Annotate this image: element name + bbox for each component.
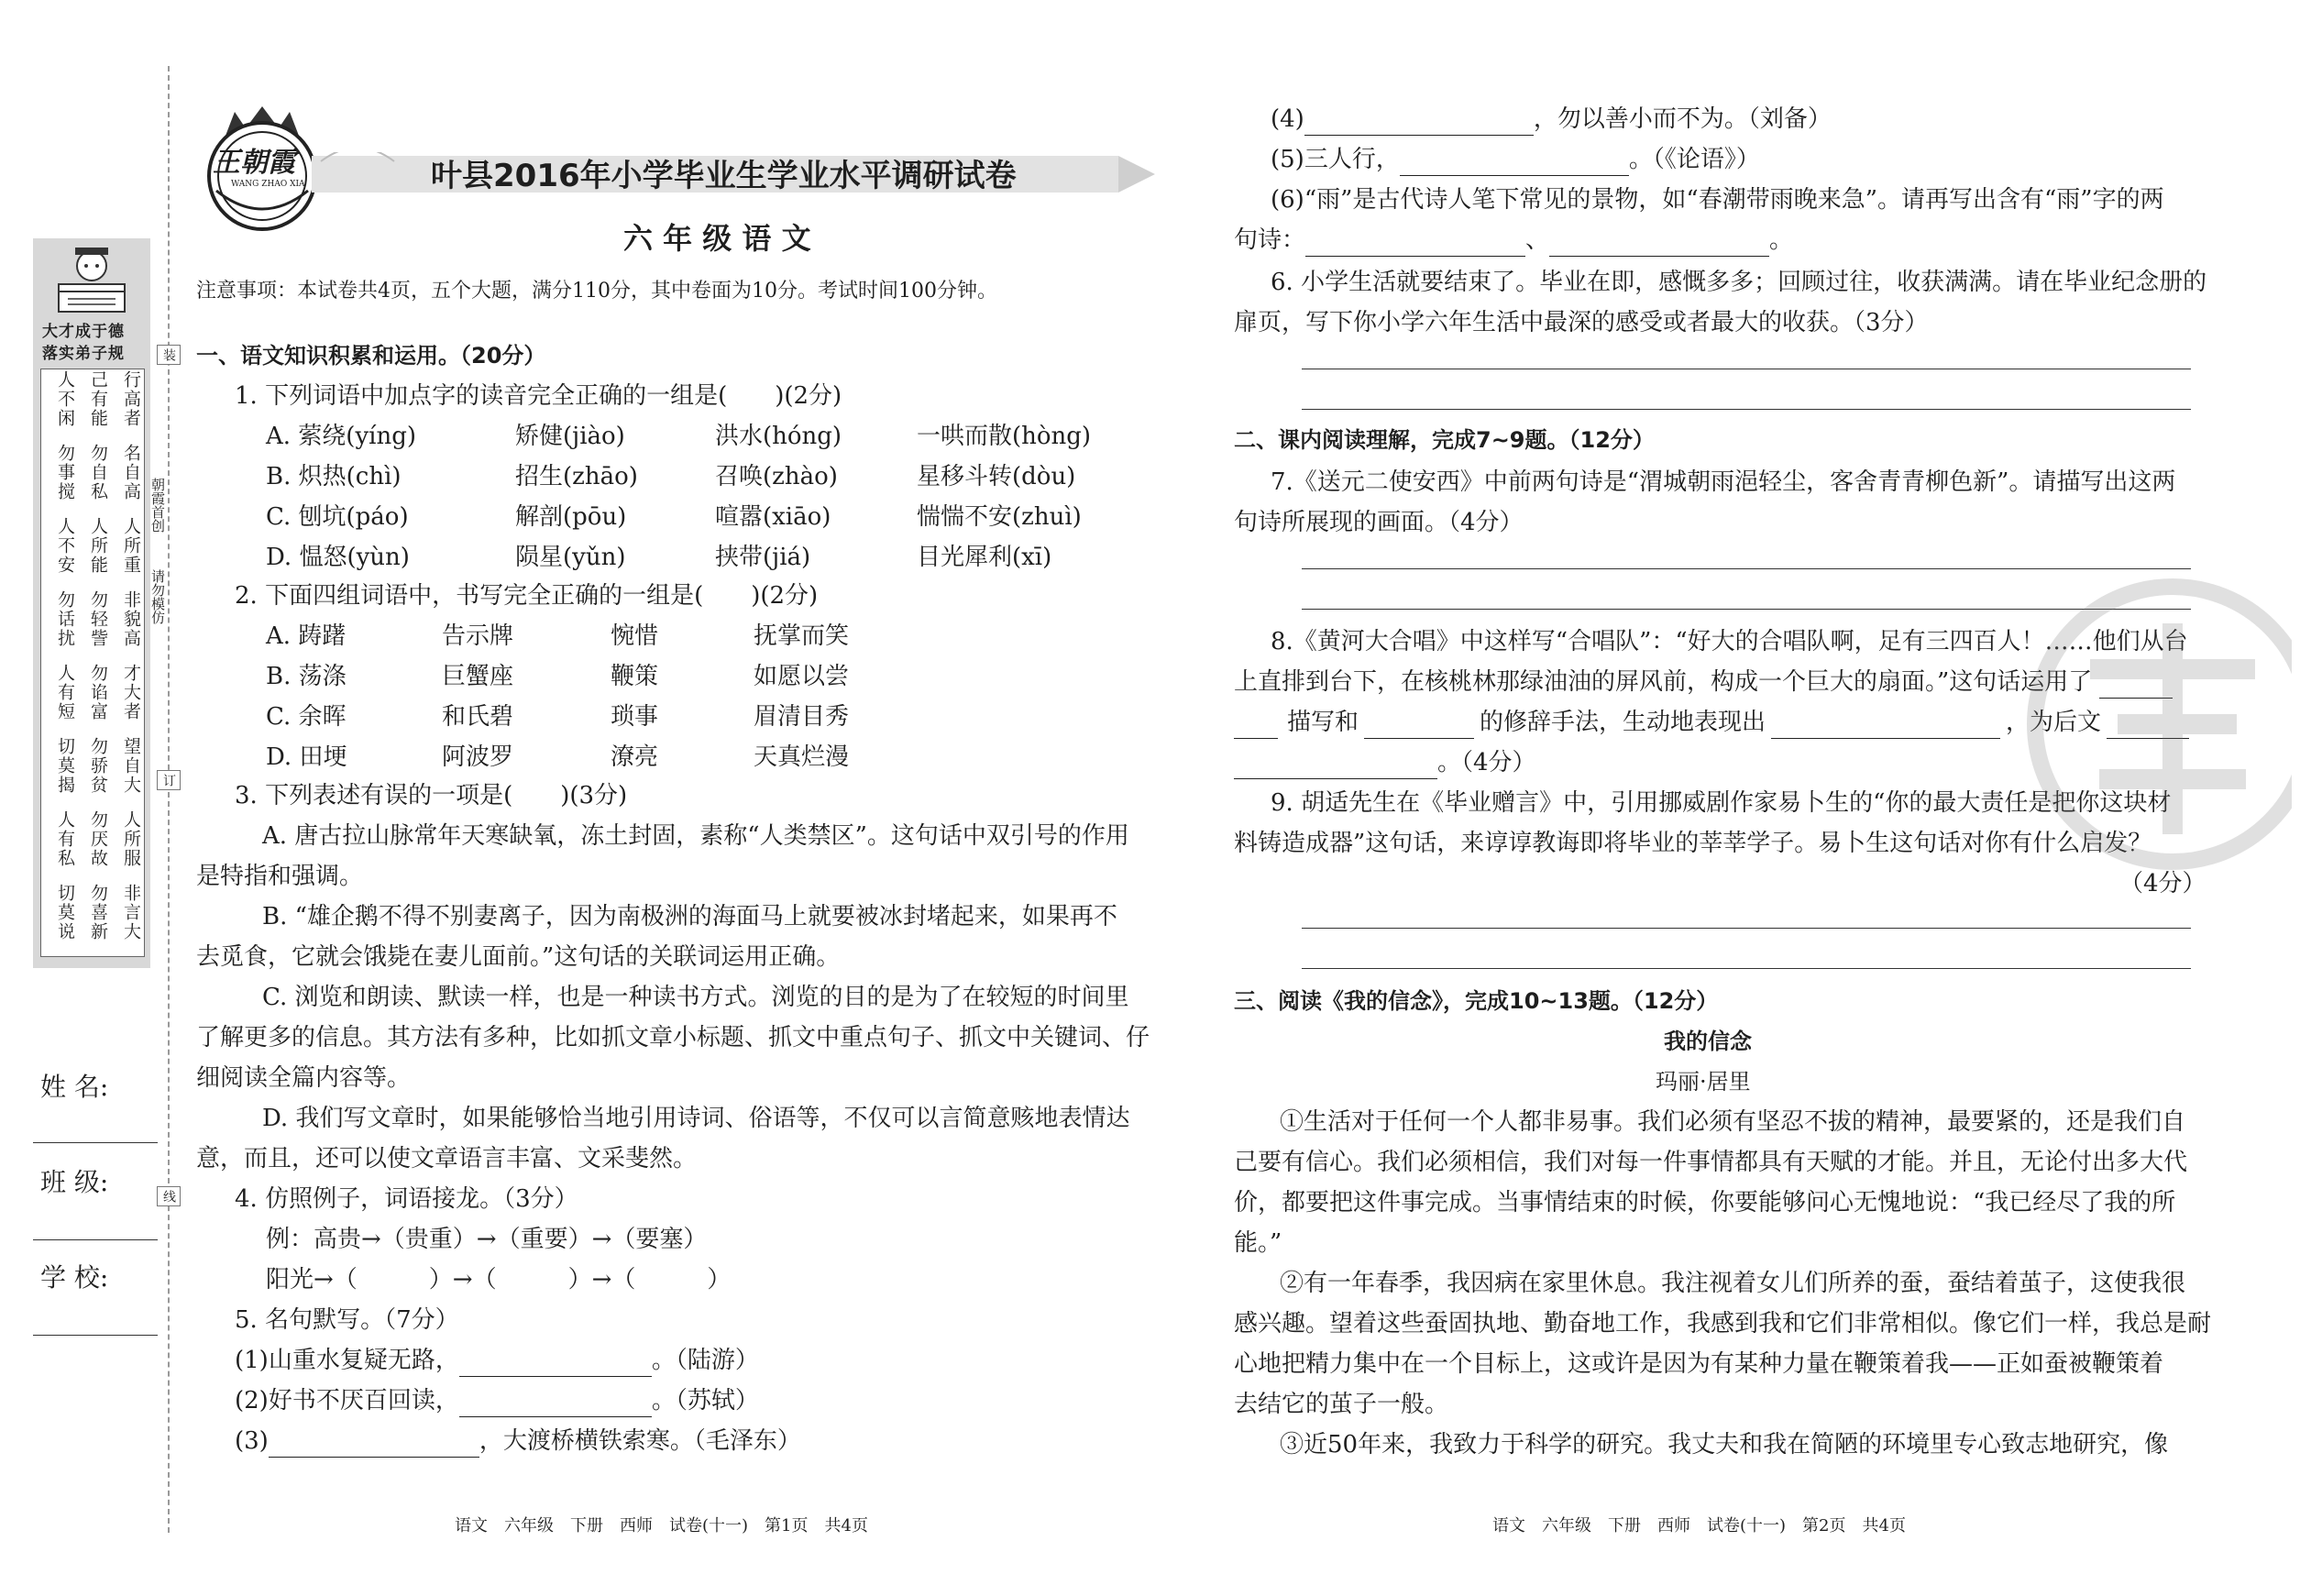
article-line-8: 去结它的茧子一般。 <box>1234 1391 1449 1418</box>
slogan-column: 勿骄贫 <box>88 737 108 795</box>
q2-option: 巨蟹座 <box>442 663 514 690</box>
question-5: 5. 名句默写。（7分） <box>235 1306 459 1334</box>
name-field[interactable] <box>33 1142 158 1143</box>
q3-line-9: 意，而且，还可以使文章语言丰富、文采斐然。 <box>196 1145 698 1172</box>
q5-4-prompt: (4) <box>1271 105 1304 133</box>
q8-line-2-text: 上直排到台下，在核桃林那绿油油的屏风前，构成一个巨大的扇面。”这句话运用了 <box>1234 668 2093 696</box>
slogan-column: 才大者 <box>121 664 141 721</box>
q3-line-7: 细阅读全篇内容等。 <box>196 1064 412 1092</box>
article-line-5: ②有一年春季，我因病在家里休息。我注视着女儿们所养的蚕，蚕结着茧子，这使我很 <box>1280 1270 2186 1297</box>
subject-title: 六 年 级 语 文 <box>623 221 811 256</box>
q1-option: 洪水(hóng) <box>715 423 842 450</box>
article-line-2: 己要有信心。我们必须相信，我们对每一件事情都具有天赋的才能。并且，无论付出多大代 <box>1234 1149 2188 1176</box>
q8-text-a: 描写和 <box>1287 709 1359 736</box>
q5-1-source: 。（陆游） <box>651 1347 759 1374</box>
slogan-column: 人所服 <box>121 810 141 868</box>
question-3: 3. 下列表述有误的一项是( )(3分) <box>235 782 628 809</box>
footer-page-1: 语文 六年级 下册 西师 试卷(十一) 第1页 共4页 <box>455 1516 868 1535</box>
binding-line <box>168 66 170 1533</box>
footer-page-2: 语文 六年级 下册 西师 试卷(十一) 第2页 共4页 <box>1492 1516 1906 1535</box>
q5-5-prompt: (5)三人行， <box>1271 146 1400 173</box>
q2-option: 告示牌 <box>442 622 514 650</box>
q5-4-source: ，勿以善小而不为。（刘备） <box>1533 105 1832 133</box>
q5-item-4 <box>1271 103 1832 136</box>
q2-option: 潦亮 <box>611 743 659 771</box>
slogan-column: 勿轻訾 <box>88 590 108 648</box>
q9-answer-line-1[interactable] <box>1302 928 2191 929</box>
q8-end: 。（4分） <box>1437 749 1536 776</box>
student-figure-icon <box>40 240 143 323</box>
q9-line-1: 9. 胡适先生在《毕业赠言》中，引用挪威剧作家易卜生的“你的最大责任是把你这块材 <box>1271 789 2172 817</box>
margin-mark-1: 装 <box>157 345 181 365</box>
q1-option: 解剖(pōu) <box>515 503 627 531</box>
slogan-column: 人有短 <box>55 664 75 721</box>
slogan-column: 望自大 <box>121 737 141 795</box>
q5-5-blank[interactable] <box>1400 153 1629 176</box>
q8-blank-3[interactable] <box>1771 716 2000 739</box>
q5-2-source: 。（苏轼） <box>651 1387 759 1414</box>
slogan-column: 勿谄富 <box>88 664 108 721</box>
q5-item-3 <box>235 1425 801 1458</box>
q6-line-2: 扉页，写下你小学六年生活中最深的感受或者最大的收获。（3分） <box>1234 309 1929 336</box>
slogan-column: 名自高 <box>121 444 141 501</box>
slogan-column: 人所能 <box>88 517 108 575</box>
q3-line-4: 去觅食，它就会饿毙在妻儿面前。”这句话的关联词运用正确。 <box>196 943 841 971</box>
section-1-heading: 一、语文知识积累和运用。（20分） <box>196 343 546 369</box>
q1-option: 招生(zhāo) <box>515 463 638 490</box>
slogan-column: 人有私 <box>55 810 75 868</box>
q1-option: 目光犀利(xī) <box>917 544 1052 571</box>
q5-6-end: 。 <box>1769 226 1794 254</box>
q9-line-2: 料铸造成器”这句话，来谆谆教诲即将毕业的莘莘学子。易卜生这句话对你有什么启发？ <box>1234 830 2152 857</box>
q6-answer-line-2[interactable] <box>1302 409 2191 410</box>
q5-item-2 <box>235 1384 759 1417</box>
q8-text-c: ，为后文 <box>2006 709 2102 736</box>
slogan-line-1: 大才成于德 <box>42 323 125 341</box>
article-line-7: 心地把精力集中在一个目标上，这或许是因为有某种力量在鞭策着我——正如蚕被鞭策着 <box>1234 1350 2164 1378</box>
q1-option: B. 炽热(chì) <box>266 463 402 490</box>
article-line-3: 价，都要把这件事完成。当事情结束的时候，你要能够问心无愧地说：“我已经尽了我的所 <box>1234 1189 2176 1216</box>
question-2: 2. 下面四组词语中，书写完全正确的一组是( )(2分) <box>235 582 819 610</box>
q2-option: 阿波罗 <box>442 743 514 771</box>
article-title: 我的信念 <box>1664 1029 1752 1054</box>
q7-line-2: 句诗所展现的画面。（4分） <box>1234 509 1524 536</box>
q2-option: C. 余晖 <box>266 703 347 731</box>
q2-option: A. 踌躇 <box>266 622 347 650</box>
q8-blank-1b[interactable] <box>1234 716 1278 739</box>
q5-item-5 <box>1271 143 1760 176</box>
q5-6-prompt: 句诗： <box>1234 226 1306 254</box>
q2-option: 鞭策 <box>611 663 659 690</box>
q1-option: 惴惴不安(zhuì) <box>917 503 1082 531</box>
q1-option: 召唤(zhào) <box>715 463 838 490</box>
q2-option: 惋惜 <box>611 622 659 650</box>
q8-line-1: 8.《黄河大合唱》中这样写“合唱队”：“好大的合唱队啊，足有三四百人！……他们从台 <box>1271 628 2188 655</box>
margin-mark-2: 订 <box>157 770 181 790</box>
q5-item-1 <box>235 1344 759 1377</box>
q2-option: B. 荡涤 <box>266 663 347 690</box>
slogan-column: 勿话扰 <box>55 590 75 648</box>
q1-option: 星移斗转(dòu) <box>917 463 1076 490</box>
q8-blank-2[interactable] <box>1364 716 1474 739</box>
q1-option: 矫健(jiào) <box>515 423 625 450</box>
slogan-column: 切莫说 <box>55 884 75 941</box>
q2-option: 眉清目秀 <box>754 703 850 731</box>
slogan-column: 非貌高 <box>121 590 141 648</box>
q2-option: D. 田埂 <box>266 743 347 771</box>
q2-option: 和氏碧 <box>442 703 514 731</box>
q3-line-5: C. 浏览和朗读、默读一样，也是一种读书方式。浏览的目的是为了在较短的时间里 <box>262 984 1129 1011</box>
article-line-4: 能。” <box>1234 1229 1282 1257</box>
q1-option: 挟带(jiá) <box>715 544 811 571</box>
slogan-column: 勿厌故 <box>88 810 108 868</box>
class-field[interactable] <box>33 1239 158 1240</box>
q3-line-2: 是特指和强调。 <box>196 863 364 890</box>
section-3-heading: 三、阅读《我的信念》，完成10~13题。（12分） <box>1234 988 1719 1014</box>
q5-4-blank[interactable] <box>1304 113 1534 136</box>
school-field[interactable] <box>33 1335 158 1336</box>
q6-line-1: 6. 小学生活就要结束了。毕业在即，感慨多多；回顾过往，收获满满。请在毕业纪念册的 <box>1271 269 2207 296</box>
q1-option: 一哄而散(hòng) <box>917 423 1092 450</box>
logo-text: 王朝霞 <box>213 147 295 179</box>
exam-title: 叶县2016年小学毕业生学业水平调研试卷 <box>431 158 1017 194</box>
slogan-column: 勿事搅 <box>55 444 75 501</box>
q2-option: 天真烂漫 <box>754 743 850 771</box>
slogan-column: 勿喜新 <box>88 884 108 941</box>
class-label: 班 级: <box>40 1167 109 1197</box>
q4-example: 例：高贵→（贵重）→（重要）→（要塞） <box>266 1226 708 1253</box>
question-1: 1. 下列词语中加点字的读音完全正确的一组是( )(2分) <box>235 382 842 410</box>
slogan-column: 行高者 <box>121 370 141 428</box>
q1-option: 陨星(yǔn) <box>515 544 626 571</box>
q3-line-8: D. 我们写文章时，如果能够恰当地引用诗词、俗语等，不仅可以言简意赅地表情达 <box>262 1105 1130 1132</box>
q5-6-sep: 、 <box>1525 226 1550 254</box>
q4-task[interactable]: 阳光→（ ）→（ ）→（ ） <box>266 1266 732 1293</box>
q5-2-blank[interactable] <box>459 1394 652 1417</box>
q5-6-line-2 <box>1234 224 1793 257</box>
slogan-column: 切莫揭 <box>55 737 75 795</box>
q1-option: D. 愠怒(yùn) <box>266 544 410 571</box>
q2-option: 琐事 <box>611 703 659 731</box>
question-4: 4. 仿照例子，词语接龙。（3分） <box>235 1185 578 1213</box>
vertical-tag-1: 朝霞首创 <box>149 478 166 533</box>
q5-5-source: 。（《论语》） <box>1628 146 1760 173</box>
q5-3-blank[interactable] <box>269 1435 479 1458</box>
q2-option: 抚掌而笑 <box>754 622 850 650</box>
slogan-line-2: 落实弟子规 <box>42 345 125 363</box>
section-2-heading: 二、课内阅读理解，完成7~9题。（12分） <box>1234 427 1655 453</box>
slogan-column: 己有能 <box>88 370 108 428</box>
slogan-column: 人不安 <box>55 517 75 575</box>
article-line-1: ①生活对于任何一个人都非易事。我们必须有坚忍不拔的精神，最要紧的，还是我们自 <box>1280 1108 2186 1136</box>
vertical-tag-2: 请勿模仿 <box>149 569 166 624</box>
exam-notice: 注意事项：本试卷共4页，五个大题，满分110分，其中卷面为10分。考试时间100分钟。 <box>196 280 997 303</box>
slogan-column: 人所重 <box>121 517 141 575</box>
watermark-seal-icon <box>2017 568 2292 880</box>
q1-option: 喧嚣(xiāo) <box>715 503 831 531</box>
q5-1-prompt: (1)山重水复疑无路， <box>235 1347 459 1374</box>
slogan-column: 非言大 <box>121 884 141 941</box>
q8-text-b: 的修辞手法，生动地表现出 <box>1480 709 1766 736</box>
name-label: 姓 名: <box>40 1072 109 1102</box>
q5-2-prompt: (2)好书不厌百回读， <box>235 1387 459 1414</box>
slogan-column: 人不闲 <box>55 370 75 428</box>
q9-score: （4分） <box>2119 870 2206 897</box>
article-line-9: ③近50年来，我致力于科学的研究。我丈夫和我在简陋的环境里专心致志地研究，像 <box>1280 1431 2169 1458</box>
q2-option: 如愿以尝 <box>754 663 850 690</box>
q8-line-4 <box>1234 746 1536 779</box>
q7-line-1: 7.《送元二使安西》中前两句诗是“渭城朝雨浥轻尘，客舍青青柳色新”。请描写出这两 <box>1271 468 2176 496</box>
article-author: 玛丽·居里 <box>1656 1069 1751 1095</box>
logo-subtext: WANG ZHAO XIA <box>231 180 305 189</box>
q8-blank-4b[interactable] <box>1234 756 1437 779</box>
q1-option: A. 萦绕(yíng) <box>266 423 416 450</box>
q5-6-line-1: (6)“雨”是古代诗人笔下常见的景物，如“春潮带雨晚来急”。请再写出含有“雨”字的两 <box>1271 186 2164 214</box>
q5-3-source: ，大渡桥横铁索寒。（毛泽东） <box>479 1427 801 1455</box>
q3-line-3: B. “雄企鹅不得不别妻离子，因为南极洲的海面马上就要被冰封堵起来，如果再不 <box>262 903 1117 930</box>
q9-answer-line-2[interactable] <box>1302 968 2191 969</box>
q5-6-blank-1[interactable] <box>1305 234 1525 257</box>
article-line-6: 感兴趣。望着这些蚕固执地、勤奋地工作，我感到我和它们非常相似。像它们一样，我总是耐 <box>1234 1310 2212 1337</box>
school-label: 学 校: <box>40 1262 109 1293</box>
slogan-column: 勿自私 <box>88 444 108 501</box>
q1-option: C. 刨坑(páo) <box>266 503 409 531</box>
margin-mark-3: 线 <box>157 1186 181 1206</box>
q5-3-prompt: (3) <box>235 1427 269 1455</box>
q3-line-6: 了解更多的信息。其方法有多种，比如抓文章小标题、抓文中重点句子、抓文中关键词、仔 <box>196 1024 1150 1051</box>
q5-1-blank[interactable] <box>459 1354 652 1377</box>
q5-6-blank-2[interactable] <box>1549 234 1769 257</box>
q3-line-1: A. 唐古拉山脉常年天寒缺氧，冻土封固，素称“人类禁区”。这句话中双引号的作用 <box>262 822 1129 850</box>
